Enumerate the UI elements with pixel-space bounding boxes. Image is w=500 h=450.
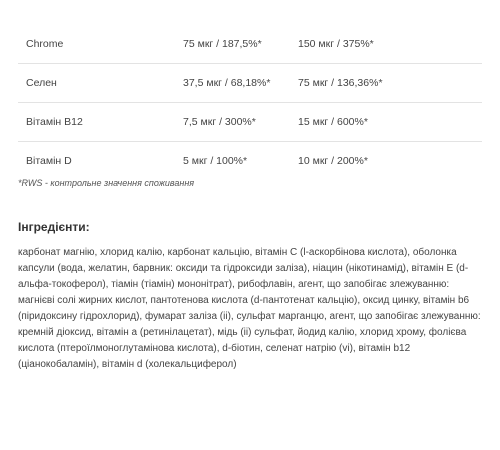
- nutrient-amount-1: 37,5 мкг / 68,18%*: [183, 77, 271, 89]
- table-row: [18, 25, 482, 64]
- nutrient-amount-2: 15 мкг / 600%*: [298, 116, 368, 128]
- nutrient-table: [18, 25, 482, 180]
- nutrient-amount-2: 10 мкг / 200%*: [298, 155, 368, 167]
- nutrient-amount-2: 150 мкг / 375%*: [298, 38, 374, 50]
- nutrient-amount-1: 75 мкг / 187,5%*: [183, 38, 262, 50]
- nutrient-amount-1: 7,5 мкг / 300%*: [183, 116, 256, 128]
- table-row: [18, 103, 482, 142]
- nutrient-name: Селен: [26, 77, 57, 89]
- nutrient-name: Chrome: [26, 38, 64, 50]
- nutrient-name: Вітамін B12: [26, 116, 83, 128]
- rws-footnote: *RWS - контрольне значення споживання: [18, 178, 195, 188]
- table-row: [18, 142, 482, 180]
- ingredients-heading: Інгредієнти:: [18, 220, 90, 234]
- nutrient-name: Вітамін D: [26, 155, 72, 167]
- nutrient-amount-2: 75 мкг / 136,36%*: [298, 77, 383, 89]
- nutrient-amount-1: 5 мкг / 100%*: [183, 155, 248, 167]
- ingredients-text: карбонат магнію, хлорид калію, карбонат кальцію, вітамін C (l-аскорбінова кислота), оболонка капсули (вода, желатин, барвник: оксиди та гідроксиди заліза), ніацин (нікотинамід), вітамін E (d-альфа-токоферол), тіамін (тіамін) мононітрат), рибофлавін, агент, що запобігає злежуванню: магнієві солі жирних кислот, пантотенова кислота (d-пантотенат кальцію), оксид цинку, вітамін b6 (піридоксину гідрохлорид), фумарат заліза (ii), сульфат марганцю, агент, що запобігає злежуванню: кремній діоксид, вітамін a (ретинілацетат), мідь (ii) сульфат, йодид калію, хлорид хрому, фолієва кислота (птероїлмоноглутамінова кислота), d-біотин, селенат натрію (vi), вітамін b12 (ціанокобаламін), вітамін d (холекальциферол): [18, 247, 481, 370]
- table-row: [18, 64, 482, 103]
